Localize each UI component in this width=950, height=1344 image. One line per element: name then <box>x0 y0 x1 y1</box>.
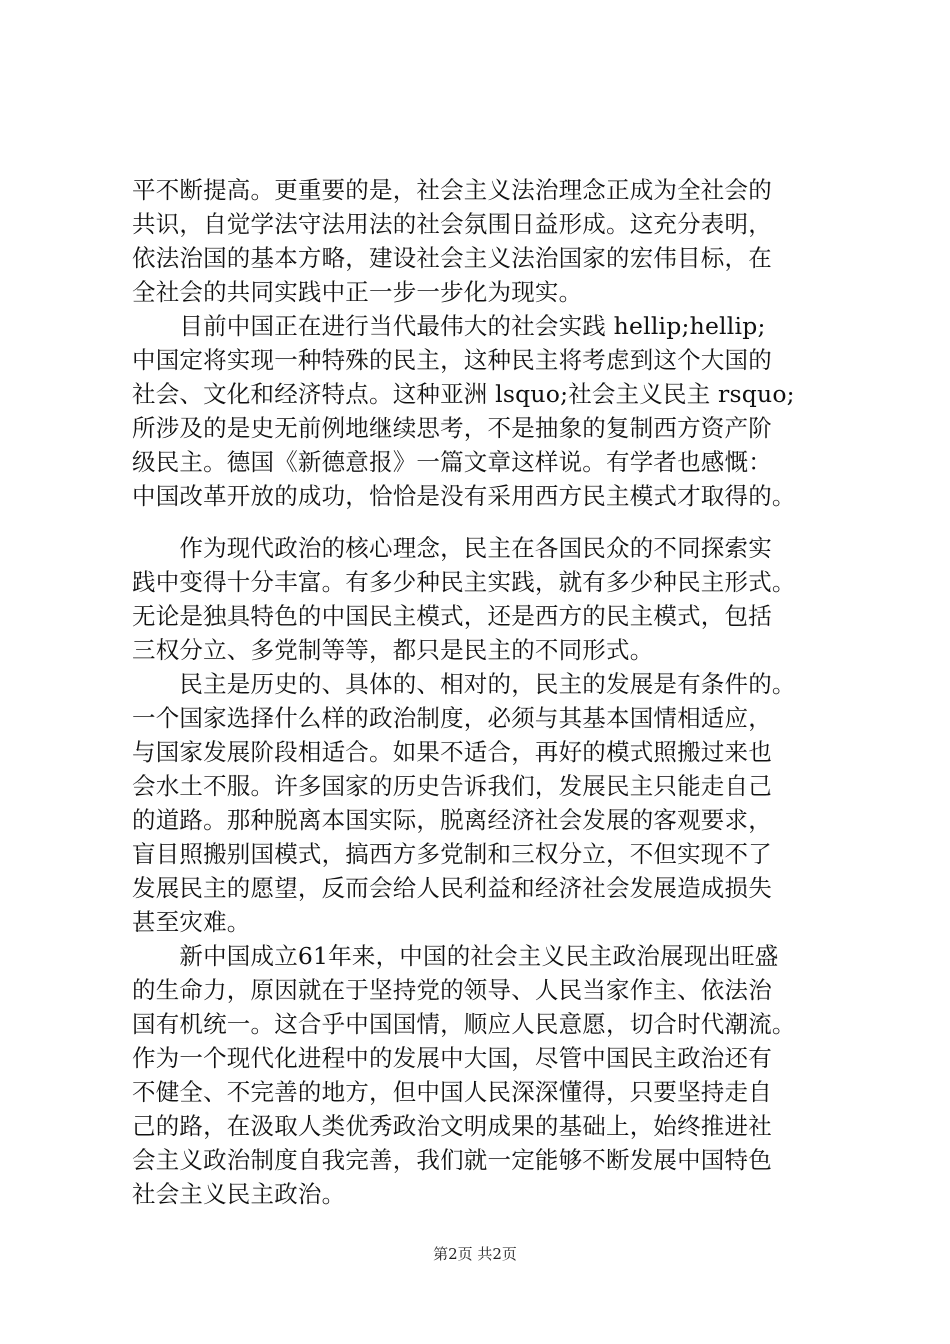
text-line: 中国改革开放的成功，恰恰是没有采用西方民主模式才取得的。 <box>132 482 796 510</box>
text-line: 践中变得十分丰富。有多少种民主实践，就有多少种民主形式。 <box>132 568 796 596</box>
text-line: 平不断提高。更重要的是，社会主义法治理念正成为全社会的 <box>132 176 772 204</box>
text-line: 作为一个现代化进程中的发展中大国，尽管中国民主政治还有 <box>132 1044 772 1072</box>
text-line: 一个国家选择什么样的政治制度，必须与其基本国情相适应， <box>132 704 772 732</box>
text-line: 的生命力，原因就在于坚持党的领导、人民当家作主、依法治 <box>132 976 772 1004</box>
text-line: 民主是历史的、具体的、相对的，民主的发展是有条件的。 <box>132 670 796 698</box>
text-line: 的道路。那种脱离本国实际，脱离经济社会发展的客观要求， <box>132 806 772 834</box>
text-line: 作为现代政治的核心理念，民主在各国民众的不同探索实 <box>132 534 772 562</box>
text-line: 会主义政治制度自我完善，我们就一定能够不断发展中国特色 <box>132 1146 772 1174</box>
text-line: 不健全、不完善的地方，但中国人民深深懂得，只要坚持走自 <box>132 1078 772 1106</box>
page-number-footer: 第2页 共2页 <box>433 1245 517 1263</box>
text-line: 社会主义民主政治。 <box>132 1180 346 1208</box>
text-line: 与国家发展阶段相适合。如果不适合，再好的模式照搬过来也 <box>132 738 772 766</box>
text-line: 依法治国的基本方略，建设社会主义法治国家的宏伟目标，在 <box>132 244 772 272</box>
text-line: 国有机统一。这合乎中国国情，顺应人民意愿，切合时代潮流。 <box>132 1010 796 1038</box>
text-line: 社会、文化和经济特点。这种亚洲 lsquo;社会主义民主 rsquo; <box>132 380 795 408</box>
text-line: 无论是独具特色的中国民主模式，还是西方的民主模式，包括 <box>132 602 772 630</box>
text-line: 发展民主的愿望，反而会给人民利益和经济社会发展造成损失 <box>132 874 772 902</box>
text-line: 所涉及的是史无前例地继续思考，不是抽象的复制西方资产阶 <box>132 414 772 442</box>
text-line: 全社会的共同实践中正一步一步化为现实。 <box>132 278 583 306</box>
text-line: 己的路，在汲取人类优秀政治文明成果的基础上，始终推进社 <box>132 1112 772 1140</box>
text-line: 共识，自觉学法守法用法的社会氛围日益形成。这充分表明， <box>132 210 772 238</box>
text-line: 新中国成立61年来，中国的社会主义民主政治展现出旺盛 <box>132 942 779 970</box>
text-line: 目前中国正在进行当代最伟大的社会实践 hellip;hellip; <box>132 312 766 340</box>
text-line: 甚至灾难。 <box>132 908 251 936</box>
text-line: 三权分立、多党制等等，都只是民主的不同形式。 <box>132 636 654 664</box>
text-line: 中国定将实现一种特殊的民主，这种民主将考虑到这个大国的 <box>132 346 772 374</box>
text-line: 盲目照搬别国模式，搞西方多党制和三权分立，不但实现不了 <box>132 840 772 868</box>
text-line: 会水土不服。许多国家的历史告诉我们，发展民主只能走自己 <box>132 772 772 800</box>
text-line: 级民主。德国《新德意报》一篇文章这样说。有学者也感慨： <box>132 448 772 476</box>
